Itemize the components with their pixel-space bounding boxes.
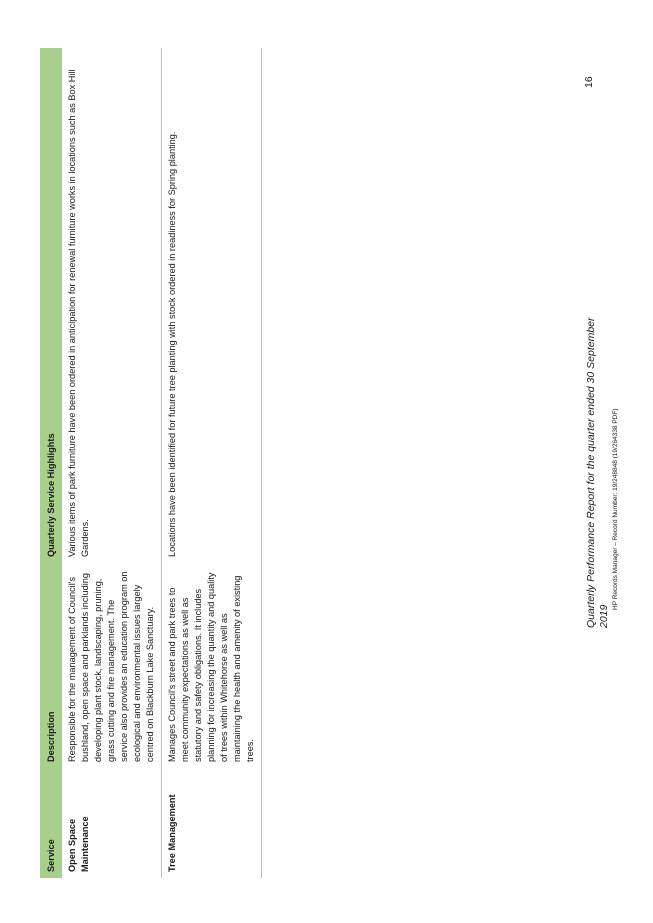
table-header-row <box>40 48 62 878</box>
service-highlights: Various items of park furniture have been ordered in anticipation for renewal furniture works in locations such as Box Hill Gardens. <box>62 48 162 563</box>
report-title: Quarterly Performance Report for the quarter ended 30 September 2019 <box>585 317 610 628</box>
header-service: Service <box>40 768 62 878</box>
service-description: Responsible for the management of Council's bushland, open space and parklands including developing plant stock, landscaping, pruning, grass cutting and fire management. The service also provides an education program on ecological and environmental issues largely centred on Blackburn Lake Sanctuary. <box>62 563 162 768</box>
page-footer <box>585 298 620 628</box>
table-row <box>62 48 162 878</box>
service-name: Open Space Maintenance <box>62 768 162 878</box>
rotated-page <box>40 48 619 878</box>
service-name: Tree Management <box>162 768 262 878</box>
page-number: 16 <box>583 76 595 88</box>
header-description: Description <box>40 563 62 768</box>
service-description: Manages Council's street and park trees to meet community expectations as well as statutory and safety obligations. It includes planning for increasing the quantity and quality of trees within Whitehorse as well as maintaining the health and amenity of existing trees. <box>162 563 262 768</box>
service-highlights: Locations have been identified for future tree planting with stock ordered in readiness for Spring planting. <box>162 48 262 563</box>
service-table <box>40 48 262 878</box>
header-highlights: Quarterly Service Highlights <box>40 48 62 563</box>
record-number: HP Records Manager – Record Number: 19/248848 (19/264338 PDF) <box>612 408 619 610</box>
table-row <box>162 48 262 878</box>
